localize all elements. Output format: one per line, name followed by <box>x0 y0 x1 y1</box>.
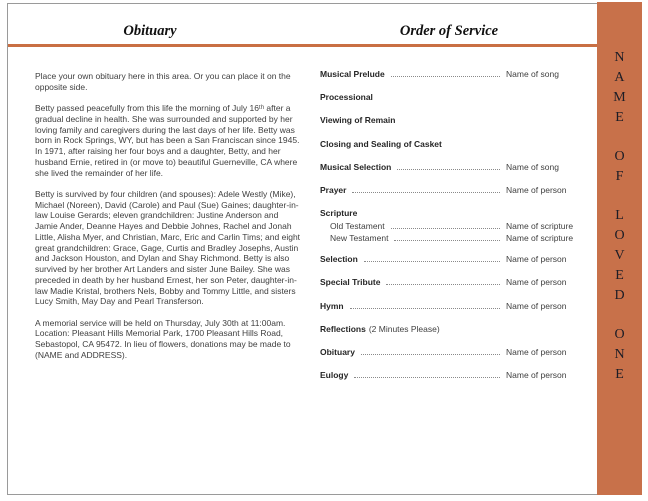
order-item <box>320 301 578 311</box>
obituary-paragraph: A memorial service will be held on Thursday, July 30th at 11:00am. Location: Pleasant Hills Memorial Park, 1700 Pleasant Hills Road, Sebastopol, CA 95472. In lieu of flowers, donations may be made to (NAME and ADDRESS). <box>35 317 291 360</box>
order-item <box>320 162 578 172</box>
order-item <box>320 233 578 243</box>
order-item <box>320 254 578 264</box>
order-item-label: Musical Selection <box>320 161 392 172</box>
order-of-service-list <box>320 69 578 393</box>
order-item-value: Name of scripture <box>506 220 574 231</box>
order-item-label: Hymn <box>320 300 344 311</box>
dotted-leader <box>391 228 500 229</box>
order-item <box>320 69 578 79</box>
order-item <box>320 324 578 334</box>
order-item-label: Old Testament <box>330 220 385 231</box>
order-item <box>320 208 578 218</box>
sidebar-letter: D <box>614 288 625 303</box>
order-item-value: Name of person <box>506 370 567 381</box>
sidebar-letter: M <box>613 90 626 105</box>
order-item-label: Reflections <box>320 323 366 334</box>
header-divider-rule <box>8 44 597 47</box>
sidebar-letter: O <box>614 327 625 342</box>
order-item <box>320 370 578 380</box>
order-item <box>320 92 578 102</box>
dotted-leader <box>361 354 500 355</box>
dotted-leader <box>354 377 500 378</box>
order-item-value: Name of person <box>506 346 567 357</box>
dotted-leader <box>394 240 500 241</box>
sidebar-word <box>614 147 624 187</box>
dotted-leader <box>397 169 500 170</box>
order-item-label: Eulogy <box>320 370 349 381</box>
obituary-paragraph: Betty is survived by four children (and spouses): Adele Westly (Mike), Michael (Noreen), David (Carole) and Paul (Sue) Gaines; daughter-in-law Louise Gerards; eleven grandchildren: Justine Anderson and Jamie Ander, Deanne Hayes and Debbie Johnes, Rachel and Jonah Little, Alisha Myer, and Christian, Marc, Eric and Carlin Tims; and eight great grandchildren: Grace, Gage, Curtis and Bradley Josephs, Austin and Jackson Houston, and Dylan and Shay Richmond. Betty is also survived by her brother Art Landers and sister June Bailey. She was preceded in death by her husband Ernest, her son Peter, daughter-in-law Madie Kristal, brothers Nels, Bobby and Tommy Little, and sisters Lucy Smith, May Day and Pearl Transferson. <box>35 188 301 307</box>
order-item-label: Closing and Sealing of Casket <box>320 138 442 149</box>
order-item-value: Name of scripture <box>506 233 574 244</box>
order-of-service-title: Order of Service <box>399 23 499 39</box>
sidebar-word <box>613 48 625 128</box>
sidebar-letter: V <box>614 248 625 263</box>
sidebar-letter: E <box>615 110 624 125</box>
dotted-leader <box>352 192 500 193</box>
sidebar-letter: L <box>615 208 624 223</box>
order-item-note: (2 Minutes Please) <box>368 323 440 334</box>
order-item-value: Name of song <box>506 161 559 172</box>
dotted-leader <box>364 261 500 262</box>
sidebar-letter: E <box>615 268 624 283</box>
order-item-label: Obituary <box>320 346 355 357</box>
sidebar-letter: N <box>614 347 625 362</box>
sidebar-word <box>614 206 624 306</box>
order-item <box>320 115 578 125</box>
order-item-label: Viewing of Remain <box>320 115 396 126</box>
order-item-value: Name of person <box>506 300 567 311</box>
order-sub-items <box>320 221 578 244</box>
order-item-label: Scripture <box>320 208 358 219</box>
order-item-value: Name of person <box>506 184 567 195</box>
sidebar-letter: A <box>614 70 625 85</box>
order-item <box>320 221 578 231</box>
sidebar-letter: F <box>615 169 624 184</box>
sidebar-letter: O <box>614 149 625 164</box>
order-item-label: Musical Prelude <box>320 69 385 79</box>
sidebar-letter: E <box>615 367 624 382</box>
order-item-label: Prayer <box>320 184 347 195</box>
dotted-leader <box>386 284 500 285</box>
obituary-title: Obituary <box>123 23 177 39</box>
order-item-value: Name of person <box>506 254 567 265</box>
order-item <box>320 347 578 357</box>
obituary-paragraph: Place your own obituary here in this area. Or you can place it on the opposite side. <box>35 71 291 92</box>
dotted-leader <box>350 308 500 309</box>
order-item-value: Name of song <box>506 69 559 79</box>
dotted-leader <box>391 76 500 77</box>
order-item <box>320 277 578 287</box>
order-item <box>320 139 578 149</box>
order-item-label: Processional <box>320 92 373 103</box>
sidebar-word <box>614 325 624 385</box>
obituary-text-block <box>35 71 303 371</box>
obituary-paragraph: Betty passed peacefully from this life the morning of July 16ᵗʰ after a gradual decline in health. She was surrounded and supported by her loving family and caregivers during the last days of her life. Betty was born in Rock Springs, WY, but has been a San Franciscan since 1945. In 1971, after raising her four boys and a daughter, Betty, and her husband Ernie, retired in (or move to) beautiful Guerneville, CA where she lived the remainder of her life. <box>35 103 300 178</box>
order-item-label: New Testament <box>330 233 389 244</box>
sidebar-letter: N <box>614 50 625 65</box>
sidebar-letter: O <box>614 228 625 243</box>
order-item-label: Selection <box>320 254 358 265</box>
order-item-label: Special Tribute <box>320 277 381 288</box>
name-of-loved-one-banner <box>597 2 642 495</box>
order-item-value: Name of person <box>506 277 567 288</box>
order-item <box>320 185 578 195</box>
